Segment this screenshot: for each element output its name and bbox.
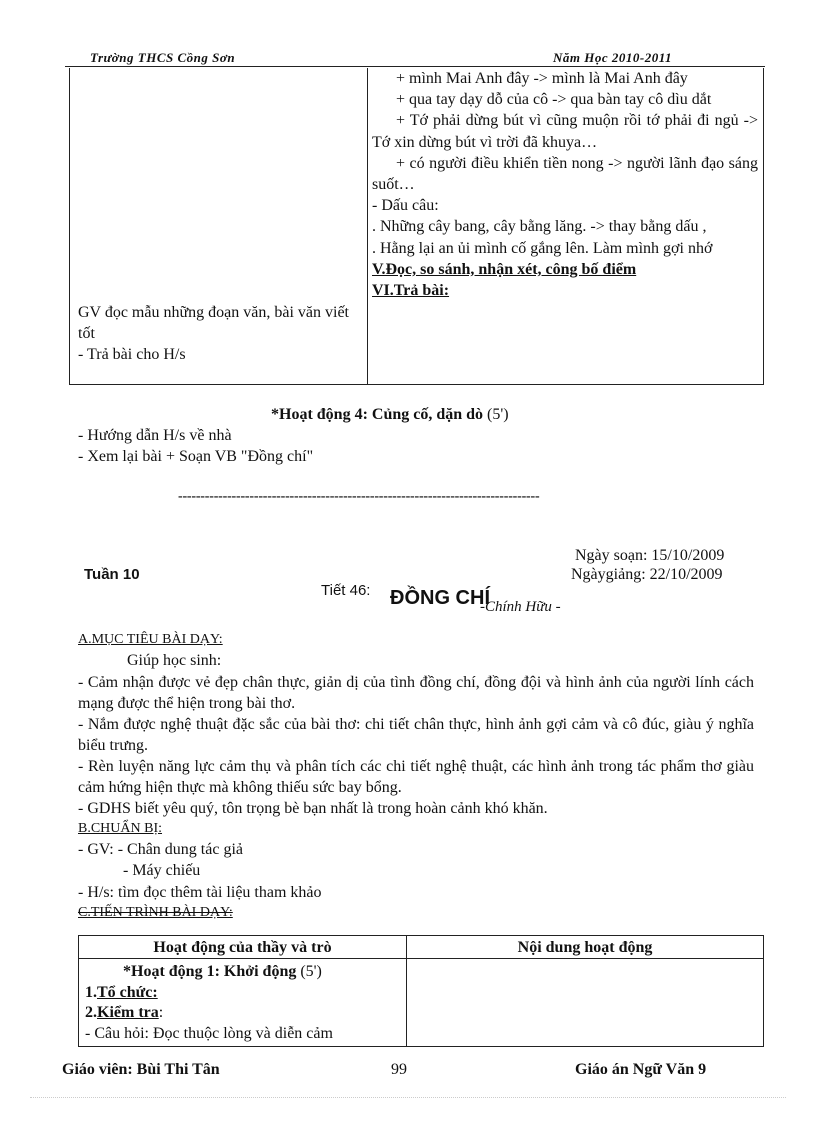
- objectives-heading: A.MỤC TIÊU BÀI DẠY:: [78, 632, 223, 647]
- organization-heading: [85, 983, 158, 1003]
- prep-teacher: - GV: - Chân dung tác giả: [78, 841, 243, 858]
- lesson-process-table: [78, 935, 764, 1047]
- activity4-item: - Hướng dẫn H/s về nhà: [78, 427, 232, 444]
- organization-label: Tổ chức:: [97, 984, 158, 1001]
- objective-item: - Rèn luyện năng lực cảm thụ và phân tích các chi tiết nghệ thuật, các hình ảnh trong tác phẩm thơ giàu cảm hứng hiện thực mà không thiếu sức bay bổng.: [78, 758, 754, 796]
- school-name: Trường THCS Cồng Sơn: [90, 50, 236, 65]
- objectives-intro: Giúp học sinh:: [127, 652, 222, 669]
- poem-title: ĐỒNG CHÍ: [390, 587, 490, 609]
- content-cell: [372, 68, 758, 301]
- check-label: Kiểm tra: [97, 1004, 159, 1021]
- separator-line: ---------------------------------------------------------------------------------: [178, 489, 540, 504]
- table-divider: [367, 68, 368, 384]
- activity4-item: - Xem lại bài + Soạn VB "Đồng chí": [78, 448, 314, 465]
- objective-item: - Cảm nhận được vẻ đẹp chân thực, giản dị của tình đồng chí, đồng đội và hình ảnh của người lính cách mạng được thể hiện trong bài thơ.: [78, 674, 754, 712]
- column-header-content: Nội dung hoạt động: [517, 939, 653, 956]
- footer-teacher: Giáo viên: Bùi Thi Tân: [62, 1061, 220, 1078]
- check-question: - Câu hỏi: Đọc thuộc lòng và diễn cảm: [85, 1025, 333, 1042]
- page-edge: [30, 1097, 786, 1098]
- check-heading: [85, 1003, 163, 1023]
- section-v-heading: V.Đọc, so sánh, nhận xét, công bố điểm: [372, 260, 637, 278]
- prep-date: Ngày soạn: 15/10/2009: [575, 547, 725, 564]
- example-line: + qua tay dạy dỗ của cô -> qua bàn tay cô dìu dắt: [396, 91, 712, 109]
- process-heading: C.TIẾN TRÌNH BÀI DẠY:: [78, 905, 233, 920]
- punctuation-heading: - Dấu câu:: [372, 197, 439, 215]
- page-number: 99: [391, 1061, 407, 1078]
- check-colon: :: [158, 1004, 164, 1021]
- prep-projector: - Máy chiếu: [123, 862, 201, 879]
- header-divider: [79, 958, 763, 959]
- lesson-table-continued: [69, 68, 764, 385]
- poem-author: -Chính Hữu -: [480, 599, 561, 615]
- prep-students: - H/s: tìm đọc thêm tài liệu tham khảo: [78, 884, 322, 901]
- section-vi-heading: VI.Trả bài:: [372, 282, 450, 300]
- activity1-title-text: *Hoạt động 1: Khởi động: [123, 963, 297, 980]
- activity1-time: (5'): [300, 963, 322, 980]
- activity4-time: (5'): [487, 406, 509, 423]
- column-header-teacher: Hoạt động của thầy và trò: [153, 939, 332, 956]
- check-number: 2.: [85, 1004, 97, 1021]
- teacher-reading-note: GV đọc mẫu những đoạn văn, bài văn viết tốt: [78, 304, 349, 342]
- objective-item: - GDHS biết yêu quý, tôn trọng bè bạn nhất là trong hoàn cảnh khó khăn.: [78, 800, 548, 817]
- objective-item: - Nắm được nghệ thuật đặc sắc của bài thơ: chi tiết chân thực, hình ảnh gợi cảm và cô đúc, giàu ý nghĩa biểu trưng.: [78, 716, 754, 754]
- school-year: Năm Học 2010-2011: [553, 50, 672, 65]
- example-line: . Hằng lại an ủi mình cố gắng lên. Làm mình gợi nhớ: [372, 239, 713, 257]
- example-line: + mình Mai Anh đây -> mình là Mai Anh đây: [396, 70, 688, 87]
- header-rule: [65, 66, 765, 67]
- example-line: . Những cây bang, cây bằng lăng. -> thay bằng dấu ,: [372, 218, 707, 236]
- week-label: Tuần 10: [84, 566, 140, 583]
- example-line: + có người điều khiển tiền nong -> người lãnh đạo sáng suốt…: [372, 154, 758, 194]
- organization-number: 1.: [85, 984, 97, 1001]
- activity4-title: [271, 405, 509, 425]
- return-papers-note: - Trả bài cho H/s: [78, 346, 186, 363]
- activity4-title-text: *Hoạt động 4: Củng cố, dặn dò: [271, 406, 484, 423]
- period-label: Tiết 46:: [321, 582, 371, 599]
- activity1-title: [123, 962, 322, 982]
- teach-date: Ngàygiảng: 22/10/2009: [571, 566, 723, 583]
- preparation-heading: B.CHUẨN BỊ:: [78, 821, 163, 836]
- footer-subject: Giáo án Ngữ Văn 9: [575, 1061, 707, 1078]
- objectives-list: [78, 672, 754, 819]
- example-line: + Tớ phải dừng bút vì cũng muộn rồi tớ phải đi ngủ -> Tớ xin dừng bút vì trời đã khuya…: [372, 112, 758, 151]
